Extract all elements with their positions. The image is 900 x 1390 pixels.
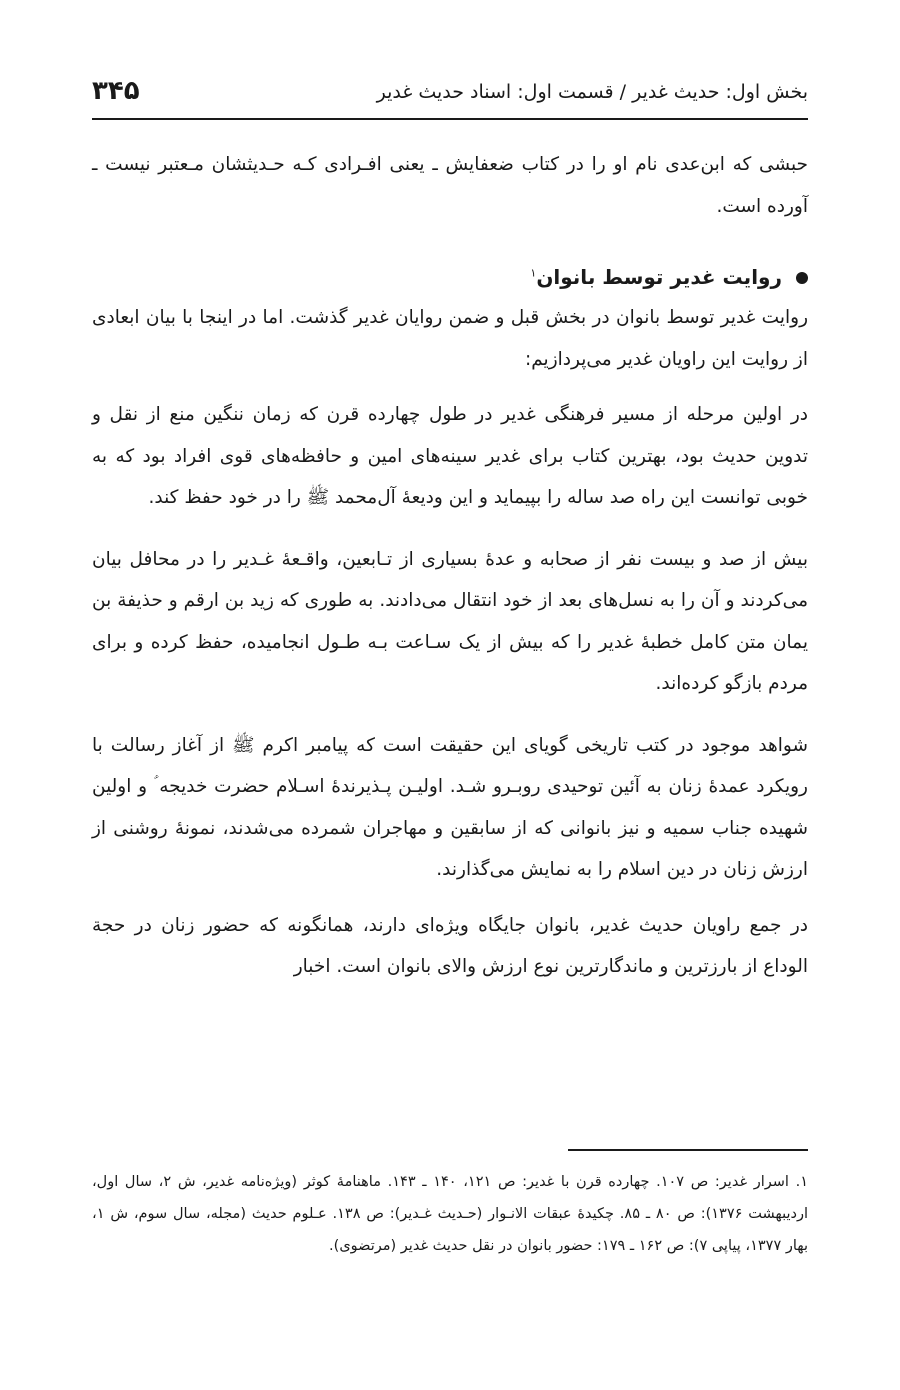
bullet-icon: [796, 272, 808, 284]
paragraph-1: روایت غدیر توسط بانوان در بخش قبل و ضمن روایان غدیر گذشت. اما در اینجا با بیان ابعادی از روایت این راویان غدیر می‌پردازیم:: [92, 307, 808, 370]
paragraph-5: در جمع راویان حدیث غدیر، بانوان جایگاه ویژه‌ای دارند، همانگونه که حضور زنان در حجة الوداع از بارزترین و ماندگارترین نوع ارزش والای بانوان است. اخبار: [92, 914, 808, 977]
footnote-1: ۱. اسرار غدیر: ص ۱۰۷. چهارده قرن با غدیر: ص ۱۲۱، ۱۴۰ ـ ۱۴۳. ماهنامهٔ کوثر (ویژه‌نامه غدیر، ش ۲، سال اول، اردیبهشت ۱۳۷۶): ص ۸۰ ـ ۸۵. چکیدهٔ عبقات الانـوار (حـدیث غـدیر): ص ۱۳۸. عـلوم حدیث (مجله، سال سوم، ش ۱، بهار ۱۳۷۷، پیاپی ۷): ص ۱۶۲ ـ ۱۷۹: حضور بانوان در نقل حدیث غدیر (مرتضوی).: [92, 1174, 809, 1254]
paragraph-3: بیش از صد و بیست نفر از صحابه و عدهٔ بسیاری از تـابعین، واقـعهٔ غـدیر را در محافل بیان می‌کردند و آن را به نسل‌های بعد از خود انتقال می‌دادند. به طوری که زید بن ارقم و حذیفة بن یمان متن کامل خطبهٔ غدیر را که بیش از یک سـاعت بـه طـول انجامیده، حفظ کرده و برای مردم بازگو کرده‌اند.: [92, 548, 808, 694]
section-heading: [92, 257, 808, 297]
footnote-marker: ۱: [530, 266, 537, 280]
footnote-divider: [568, 1149, 808, 1151]
paragraph-4: شواهد موجود در کتب تاریخی گویای این حقیقت است که پیامبر اکرم ﷺ از آغاز رسالت با رویکرد عمدهٔ زنان به آئین توحیدی روبـرو شـد. اولیـن پـذیرندهٔ اسـلام حضرت خدیجه ؑ و اولین شهیده جناب سمیه و نیز بانوانی که از سابقین و مهاجران شمرده می‌شدند، نمونهٔ روشنی از ارزش زنان در دین اسلام را به نمایش می‌گذارند.: [92, 734, 808, 880]
header-divider: [92, 118, 808, 120]
main-text: [92, 144, 808, 988]
book-page: [92, 0, 808, 1390]
page-number: ۳۴۵: [92, 76, 140, 106]
section-heading-text: روایت غدیر توسط بانوان: [536, 265, 782, 289]
running-title: بخش اول: حدیث غدیر / قسمت اول: اسناد حدیث غدیر: [376, 81, 808, 103]
page-header: [92, 74, 808, 110]
paragraph-2: در اولین مرحله از مسیر فرهنگی غدیر در طول چهارده قرن که زمان ننگین منع از نقل و تدوین حدیث بود، بهترین کتاب برای غدیر سینه‌های امین و حافظه‌های قوی افراد بود که به خوبی توانست این راه صد ساله را بپیماید و این ودیعهٔ آل‌محمد ﷺ را در خود حفظ کند.: [92, 404, 808, 508]
paragraph-intro: حبشی که ابن‌عدی نام او را در کتاب ضعفایش ـ یعنی افـرادی کـه حـدیثشان مـعتبر نیست ـ آورده است.: [92, 154, 808, 217]
